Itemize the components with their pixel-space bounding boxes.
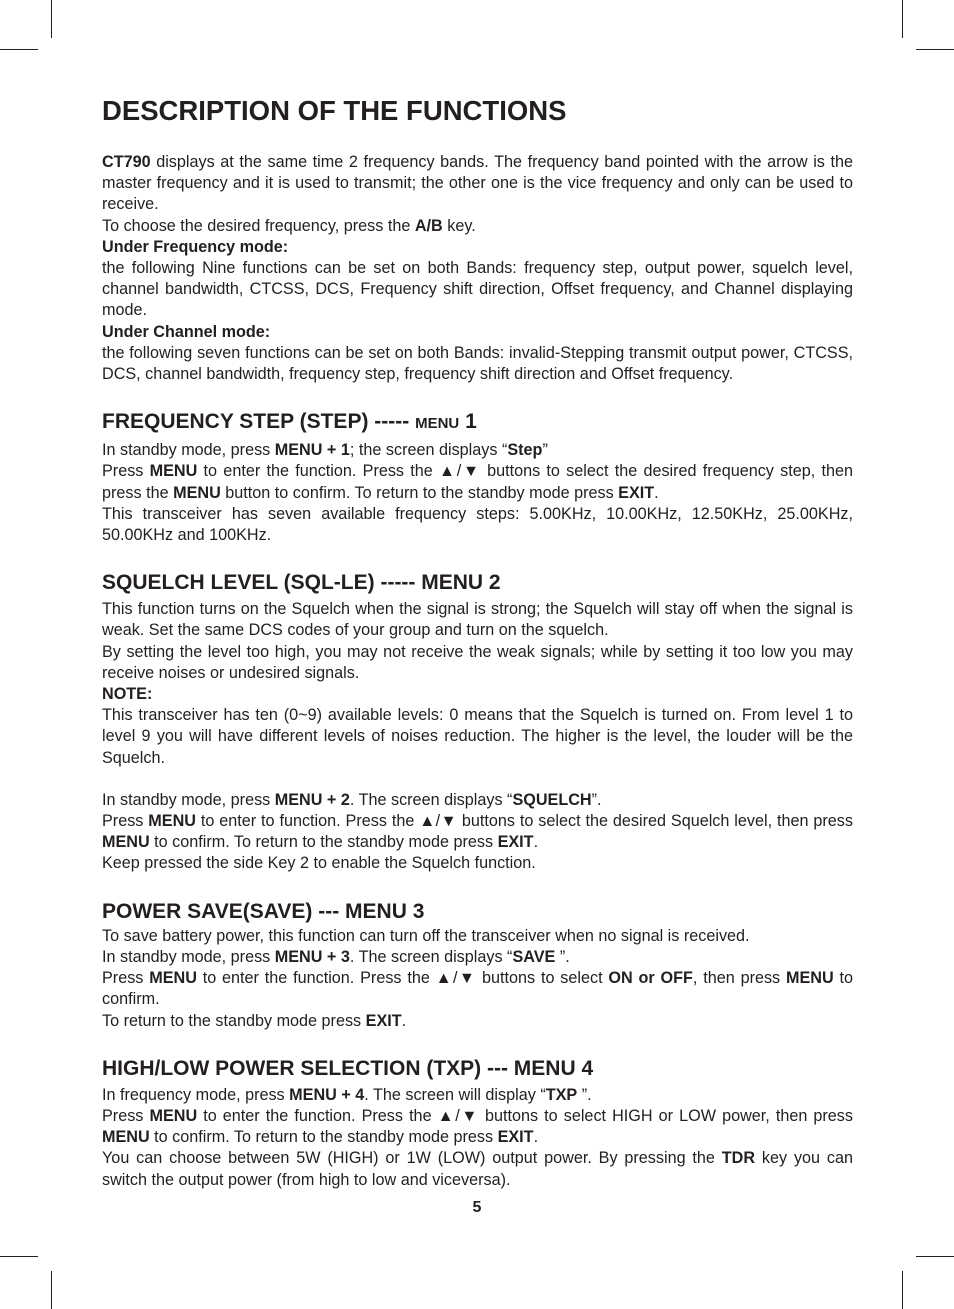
crop-mark (916, 1256, 954, 1257)
chan-mode-text: the following seven functions can be set on both Bands: invalid-Stepping transmit output power, CTCSS, DCS, channel bandwidth, frequency step, frequency shift direction and Offset frequency. (102, 343, 853, 384)
text: . (533, 833, 539, 852)
key-name: MENU (173, 483, 221, 502)
text: To return to the standby mode press (102, 1011, 366, 1030)
crop-mark (0, 49, 38, 50)
text: Press (102, 1106, 150, 1125)
section-heading: SQUELCH LEVEL (SQL-LE) ----- MENU 2 (102, 571, 501, 595)
text: to confirm. (102, 969, 853, 1009)
option-text: ON or OFF (608, 969, 693, 988)
info-line: To save battery power, this function can turn off the transceiver when no signal is received. (102, 926, 750, 945)
instruction-line (102, 1106, 853, 1148)
instruction-line (102, 968, 853, 1010)
info-line: This function turns on the Squelch when the signal is strong; the Squelch will stay off when the signal is weak. Set the same DCS codes of your group and turn on the squelch. (102, 600, 853, 640)
text: . (401, 1011, 407, 1030)
display-text: SQUELCH (512, 790, 592, 809)
text: . (654, 483, 659, 502)
key-name: MENU (149, 462, 198, 481)
text: In standby mode, press (102, 790, 275, 809)
intro-section (102, 152, 853, 385)
key-name: MENU + 3 (274, 947, 350, 966)
text: 1 (459, 410, 477, 434)
text: to enter to function. Press the ▲/▼ buttons to select the desired Squelch level, then press (195, 812, 853, 831)
key-name: MENU + 2 (274, 790, 350, 809)
text: to enter the function. Press the ▲/▼ buttons to select HIGH or LOW power, then press (197, 1106, 853, 1125)
section-heading: POWER SAVE(SAVE) --- MENU 3 (102, 899, 425, 923)
info-line: This transceiver has seven available frequency steps: 5.00KHz, 10.00KHz, 12.50KHz, 25.00KHz, 50.00KHz and 100KHz. (102, 504, 853, 545)
section-heading: HIGH/LOW POWER SELECTION (TXP) --- MENU 4 (102, 1056, 594, 1080)
text: You can choose between 5W (HIGH) or 1W (LOW) output power. By pressing the (102, 1149, 722, 1168)
key-name: MENU (102, 1128, 150, 1147)
model-name: CT790 (102, 153, 151, 171)
text: ”. (577, 1085, 592, 1104)
step-section (102, 407, 853, 546)
crop-mark (902, 0, 903, 38)
info-line: Keep pressed the side Key 2 to enable the Squelch function. (102, 854, 536, 873)
crop-mark (51, 0, 52, 38)
key-name: MENU (149, 1106, 198, 1125)
key-name: MENU (785, 969, 834, 988)
note-text: This transceiver has ten (0~9) available levels: 0 means that the Squelch is turned on. From level 1 to level 9 you will have different levels of noises reduction. The higher is the level, the louder will be the Squelch. (102, 706, 853, 767)
text: . (533, 1128, 539, 1147)
key-name: MENU (102, 833, 150, 852)
text: In standby mode, press (102, 441, 275, 460)
key-name: MENU (149, 969, 197, 988)
instruction-line (102, 811, 853, 853)
text: . The screen will display “ (364, 1085, 546, 1104)
squelch-section (102, 568, 853, 874)
text: key you can switch the output power (from high to low and viceversa). (102, 1149, 853, 1189)
key-name: TDR (721, 1149, 756, 1168)
text: To choose the desired frequency, press the (102, 216, 415, 235)
crop-mark (51, 1271, 52, 1309)
intro-paragraph (102, 152, 853, 216)
text: ” (542, 441, 548, 460)
display-text: Step (507, 441, 543, 460)
ab-key-paragraph (102, 216, 853, 237)
key-name: EXIT (618, 483, 655, 502)
text: key. (442, 216, 476, 235)
key-name: MENU + 4 (289, 1085, 365, 1104)
text: , then press (692, 969, 786, 988)
key-name: EXIT (497, 1128, 534, 1147)
save-section (102, 897, 853, 1032)
text: displays at the same time 2 frequency bands. The frequency band pointed with the arrow is the master frequency and it is used to transmit; the other one is the vice frequency and only can be used to receive. (102, 153, 853, 214)
key-name: MENU (148, 812, 196, 831)
display-text: SAVE (512, 947, 556, 966)
text: button to confirm. To return to the standby mode press (220, 483, 619, 502)
text: . The screen displays “ (349, 947, 513, 966)
key-name: A/B (414, 216, 443, 235)
page-number: 5 (472, 1199, 482, 1216)
crop-mark (902, 1271, 903, 1309)
text: ”. (591, 790, 602, 809)
note-label: NOTE: (102, 685, 153, 704)
key-name: EXIT (497, 833, 534, 852)
text: to confirm. To return to the standby mode press (149, 1128, 498, 1147)
text: ”. (555, 947, 570, 966)
text: ; the screen displays “ (349, 441, 508, 460)
info-line (102, 1148, 853, 1190)
chan-mode-label: Under Channel mode: (102, 322, 271, 341)
instruction-line (102, 461, 853, 503)
text: to enter the function. Press the ▲/▼ buttons to select the desired frequency step, then press the (102, 462, 853, 502)
text: to enter the function. Press the ▲/▼ buttons to select (196, 969, 609, 988)
instruction-line (102, 440, 853, 461)
crop-mark (0, 1256, 38, 1257)
text: Press (102, 462, 150, 481)
text: to confirm. To return to the standby mode press (149, 833, 498, 852)
text: Press (102, 969, 150, 988)
page-title: DESCRIPTION OF THE FUNCTIONS (102, 95, 567, 126)
instruction-line (102, 947, 853, 968)
text: FREQUENCY STEP (STEP) ----- (102, 410, 416, 434)
display-text: TXP (545, 1085, 578, 1104)
text: Press (102, 812, 149, 831)
text: In standby mode, press (102, 947, 275, 966)
key-name: MENU + 1 (274, 441, 350, 460)
instruction-line (102, 790, 853, 811)
txp-section (102, 1054, 853, 1191)
manual-page (102, 92, 853, 1213)
instruction-line (102, 1085, 853, 1106)
section-heading (102, 407, 853, 438)
text: . The screen displays “ (349, 790, 513, 809)
text: MENU (415, 415, 460, 433)
key-name: EXIT (365, 1011, 402, 1030)
crop-mark (916, 49, 954, 50)
freq-mode-label: Under Frequency mode: (102, 237, 289, 256)
text: In frequency mode, press (102, 1085, 290, 1104)
freq-mode-text: the following Nine functions can be set on both Bands: frequency step, output power, squelch level, channel bandwidth, CTCSS, DCS, Frequency shift direction, Offset frequency, and Channel displaying mode. (102, 259, 853, 320)
info-line: By setting the level too high, you may not receive the weak signals; while by setting it too low you may receive noises or undesired signals. (102, 642, 853, 682)
instruction-line (102, 1011, 853, 1032)
